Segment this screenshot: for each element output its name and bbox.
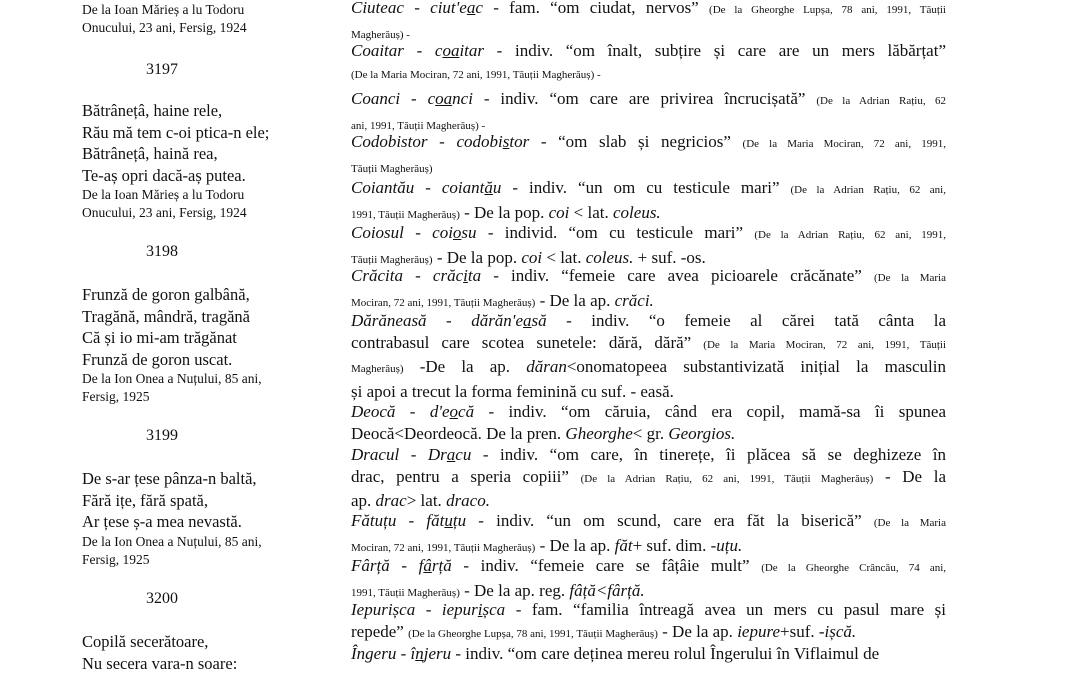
entry-text: - indiv. “om care deținea mereu rolul Îngerului în Viflaimul de xyxy=(451,644,880,663)
entry-line xyxy=(351,177,946,202)
entry-source: (De la Adrian Rațiu, 62 xyxy=(816,95,946,107)
entry-term: Iepurișca - iepur xyxy=(351,600,478,619)
entry-text: repede” xyxy=(351,621,409,641)
dictionary-entry xyxy=(351,643,946,665)
entry-text: - indiv. “o femeie al cărei tată cânta la xyxy=(546,311,946,330)
entry-text: - De la xyxy=(873,466,946,486)
entry-term: jeru xyxy=(423,644,452,663)
entry-text: - De la ap. xyxy=(535,535,615,555)
entry-term: u xyxy=(492,178,502,197)
poem-3200 xyxy=(82,589,237,674)
poem-number: 3199 xyxy=(146,427,178,444)
entry-source: (De la Maria xyxy=(873,517,946,529)
verse-line: Ar țese ș-a mea nevastă. xyxy=(82,512,242,532)
entry-term: iepure xyxy=(737,621,780,641)
entry-term: s xyxy=(502,132,510,151)
verse-line: Frunză de goron uscat. xyxy=(82,349,233,369)
entry-source: (De la Gheorghe Lupșa, 78 ani, 1991, Tăuții Magherăuș) xyxy=(408,627,658,640)
attribution-line: De la Ioan Mărieș a lu Todoru xyxy=(82,2,245,17)
entry-source: Mociran, 72 ani, 1991, Tăuții Magherăuș) xyxy=(351,541,536,554)
entry-term: Dracul - Dr xyxy=(351,445,447,464)
entry-source: ani, 1991, Tăuții Magherăuș) - xyxy=(351,119,486,132)
dictionary-entry xyxy=(351,401,946,444)
entry-source: Magherăuș) xyxy=(351,363,404,375)
entry-text: - De la ap. xyxy=(657,621,738,641)
entry-text: ap. xyxy=(351,491,376,510)
entry-line xyxy=(351,599,946,621)
entry-line xyxy=(351,222,946,247)
entry-term: draco. xyxy=(446,491,490,510)
entry-source: Tăuții Magherăuș) xyxy=(351,253,433,266)
entry-text: - indiv. “om căruia, când era copil, mamă-sa îi spunea xyxy=(474,402,946,421)
dictionary-entry xyxy=(351,555,946,604)
entry-text: < gr. xyxy=(632,423,669,443)
entry-text: + suf. dim. xyxy=(632,535,711,555)
entry-term: itar xyxy=(459,41,484,60)
entry-line xyxy=(351,423,946,445)
entry-source: (De la Maria Mociran, 72 ani, 1991, xyxy=(742,138,946,150)
entry-term: Coanci - c xyxy=(351,89,436,108)
entry-text: - De la ap. reg. xyxy=(459,580,570,600)
entry-term: Georgios. xyxy=(668,423,736,443)
entry-term: Fătuțu - făt xyxy=(351,511,445,530)
entry-text: Deocă<Deordeocă. De la pren. xyxy=(351,423,566,443)
entry-term: a xyxy=(523,311,532,330)
entry-term: u xyxy=(444,511,453,530)
dictionary-entry xyxy=(351,40,946,86)
entry-term: o xyxy=(452,223,462,242)
dictionary-entry xyxy=(351,131,946,180)
entry-line xyxy=(351,381,946,403)
poem-number: 3197 xyxy=(146,61,178,78)
entry-line xyxy=(351,401,946,423)
entry-source: (De la Adrian Rațiu, 62 ani, xyxy=(790,184,946,196)
attribution-line: De la Ion Onea a Nuțului, 85 ani, xyxy=(82,371,262,387)
entry-line xyxy=(351,40,946,62)
entry-term: tor xyxy=(509,132,530,151)
entry-term: a xyxy=(466,0,476,17)
entry-term: că xyxy=(458,402,475,421)
entry-term: Deocă - d'e xyxy=(351,402,450,421)
attribution-line: Fersig, 1925 xyxy=(82,551,150,567)
entry-text: + suf. -os. xyxy=(633,247,706,267)
entry-text: - fam. “familia întreagă avea un mers cu pasul mare și xyxy=(505,600,946,619)
entry-term: Codobistor - codobi xyxy=(351,132,503,151)
entry-term: coleus. xyxy=(585,247,634,267)
entry-term: șca xyxy=(482,600,506,619)
entry-term: coleus. xyxy=(613,202,661,222)
entry-term: Coiosul - coi xyxy=(351,223,453,242)
entry-term: ă xyxy=(484,178,493,197)
verse-line: Copilă secerătoare, xyxy=(82,632,209,651)
entry-term: Crăcita - crăc xyxy=(351,266,464,285)
entry-line xyxy=(351,131,946,156)
entry-term: Fârță - f xyxy=(351,556,424,575)
entry-term: ta xyxy=(467,266,482,285)
entry-term: n xyxy=(415,644,424,663)
verse-line: De s-ar țese pânza-n baltă, xyxy=(82,469,257,488)
attribution-line: Fersig, 1925 xyxy=(82,389,150,405)
entry-text: contrabasul care scotea sunetele: dără, dără” xyxy=(351,332,704,352)
entry-source: 1991, Tăuții Magherăuș) xyxy=(351,586,460,599)
entry-line xyxy=(351,0,946,22)
entry-term: a xyxy=(446,445,456,464)
entry-line xyxy=(351,265,946,290)
entry-line xyxy=(351,310,946,332)
entry-line xyxy=(351,356,946,381)
entry-term: fâță<fârță. xyxy=(569,580,645,600)
entry-text: < lat. xyxy=(542,247,586,267)
entry-line xyxy=(351,88,946,113)
entry-term: cu xyxy=(455,445,472,464)
entry-text: - De la pop. xyxy=(432,247,522,267)
entry-term: c xyxy=(475,0,483,17)
entry-term: oa xyxy=(435,89,453,108)
entry-line xyxy=(351,444,946,466)
entry-term: coi xyxy=(521,247,543,267)
verse-line: Fără ițe, fără spată, xyxy=(82,490,208,510)
entry-term: coi xyxy=(548,202,570,222)
entry-line xyxy=(351,62,946,87)
entry-text: - indiv. “femeie care avea picioarele crăcănate” xyxy=(481,266,874,285)
entry-source: (De la Gheorghe Lupșa, 78 ani, 1991, Tăuții xyxy=(709,4,946,16)
entry-text: - individ. “om cu testicule mari” xyxy=(476,223,755,242)
entry-term: Dărăneasă - dărăn'e xyxy=(351,311,523,330)
attribution-line: Onucului, 23 ani, Fersig, 1924 xyxy=(82,20,247,35)
entry-source: (De la Maria Mociran, 72 ani, 1991, Tăuții xyxy=(703,338,946,351)
entry-term: i xyxy=(477,600,483,619)
entry-text: -De la ap. xyxy=(403,357,527,376)
entry-term: o xyxy=(449,402,459,421)
entry-term: i xyxy=(463,266,468,285)
poem-number: 3198 xyxy=(146,243,178,260)
verse-line: Frunză de goron galbână, xyxy=(82,285,250,304)
verse-line: Că și io mi-am trăgănat xyxy=(82,328,237,348)
entry-text: - indiv. “femeie care se fâțâie mult” xyxy=(451,556,762,575)
entry-text: - indiv. “un om scund, care era făt la biserică” xyxy=(466,511,874,530)
verse-line: Te-aș opri dacă-aș putea. xyxy=(82,165,246,185)
entry-term: rță xyxy=(431,556,452,575)
verse-line: Tragănă, mândră, tragănă xyxy=(82,306,250,326)
entry-source: Magherăuș) - xyxy=(351,28,410,41)
entry-term: nci xyxy=(452,89,473,108)
dictionary-entry xyxy=(351,599,946,645)
entry-source: (De la Adrian Rațiu, 62 ani, 1991, xyxy=(754,229,946,241)
entry-term: Gheorghe xyxy=(565,423,633,443)
poem-3199 xyxy=(82,426,262,569)
entry-source: (De la Maria Mociran, 72 ani, 1991, Tăuții Magherăuș) - xyxy=(351,68,601,81)
entry-text: < lat. xyxy=(569,202,613,222)
entry-text: - De la pop. xyxy=(459,202,549,222)
entry-text: <onomatopeea substantivizată inițial la masculin xyxy=(566,357,946,376)
verse-line: Bătrânețâ, haine rele, xyxy=(82,101,223,120)
entry-term: făt xyxy=(614,535,633,555)
dictionary-entry xyxy=(351,222,946,271)
poem-3198 xyxy=(82,242,262,406)
entry-term: crăci. xyxy=(614,290,654,310)
attribution-line: Onucului, 23 ani, Fersig, 1924 xyxy=(82,205,247,221)
entry-text: +suf. xyxy=(780,621,819,641)
entry-term: Ciuteac - ciut'e xyxy=(351,0,467,17)
entry-term: Coiantău - coiant xyxy=(351,178,485,197)
entry-text: - “om slab și negricios” xyxy=(529,132,743,151)
entry-line xyxy=(351,490,946,512)
entry-text: - De la ap. xyxy=(535,290,615,310)
entry-text: și apoi a trecut la forma feminină cu suf. - easă. xyxy=(351,381,674,401)
entry-line xyxy=(351,621,946,646)
verse-line: Rău mă tem c-oi ptica-n ele; xyxy=(82,122,270,142)
entry-line xyxy=(351,510,946,535)
entry-text: - indiv. “om care, în tinerețe, îi plăcea să se deghizeze în xyxy=(471,445,946,464)
entry-term: -uțu. xyxy=(710,535,743,555)
entry-line xyxy=(351,643,946,665)
dictionary-entry xyxy=(351,88,946,137)
entry-text: - indiv. “om înalt, subțire și care are un mers lăbărțat” xyxy=(484,41,946,60)
entry-term: -ișcă. xyxy=(818,621,857,641)
dictionary-entry xyxy=(351,510,946,559)
entry-term: țu xyxy=(452,511,467,530)
entry-text: - indiv. “un om cu testicule mari” xyxy=(501,178,791,197)
entry-term: Îngeru - î xyxy=(351,644,416,663)
dictionary-entry xyxy=(351,310,946,402)
entry-text: - fam. “om ciudat, nervos” xyxy=(482,0,710,17)
entry-text: - indiv. “om care are privirea încrucișată” xyxy=(472,89,817,108)
entry-term: oa xyxy=(442,41,460,60)
attribution-line: De la Ion Onea a Nuțului, 85 ani, xyxy=(82,533,262,549)
entry-source: Tăuții Magherăuș) xyxy=(351,162,433,175)
entry-line xyxy=(351,332,946,357)
dictionary-entry xyxy=(351,177,946,226)
poem-3197 xyxy=(82,60,269,222)
verse-line: Nu secera vara-n soare: xyxy=(82,653,238,673)
entry-text: drac, pentru a speria copiii” xyxy=(351,466,581,486)
top-attribution xyxy=(82,1,247,37)
entry-term: drac xyxy=(375,491,407,510)
dictionary-entry xyxy=(351,444,946,512)
dictionary-entry xyxy=(351,265,946,314)
entry-term: dăran xyxy=(526,357,567,376)
entry-term: su xyxy=(461,223,477,242)
entry-source: 1991, Tăuții Magherăuș) xyxy=(351,208,460,221)
entry-source: (De la Adrian Rațiu, 62 ani, 1991, Tăuții Magherăuș) xyxy=(580,472,874,485)
entry-term: să xyxy=(531,311,547,330)
entry-source: Mociran, 72 ani, 1991, Tăuții Magherăuș) xyxy=(351,296,536,309)
entry-term: Coaitar - c xyxy=(351,41,443,60)
attribution-line: De la Ioan Mărieș a lu Todoru xyxy=(82,187,245,203)
entry-line xyxy=(351,466,946,491)
poem-number: 3200 xyxy=(146,590,178,607)
entry-text: > lat. xyxy=(406,491,447,510)
entry-term: â xyxy=(423,556,432,575)
entry-line xyxy=(351,555,946,580)
entry-source: (De la Gheorghe Crâncău, 74 ani, xyxy=(761,562,946,574)
entry-source: (De la Maria xyxy=(873,272,946,284)
verse-line: Bătrânețâ, haină rea, xyxy=(82,144,218,164)
